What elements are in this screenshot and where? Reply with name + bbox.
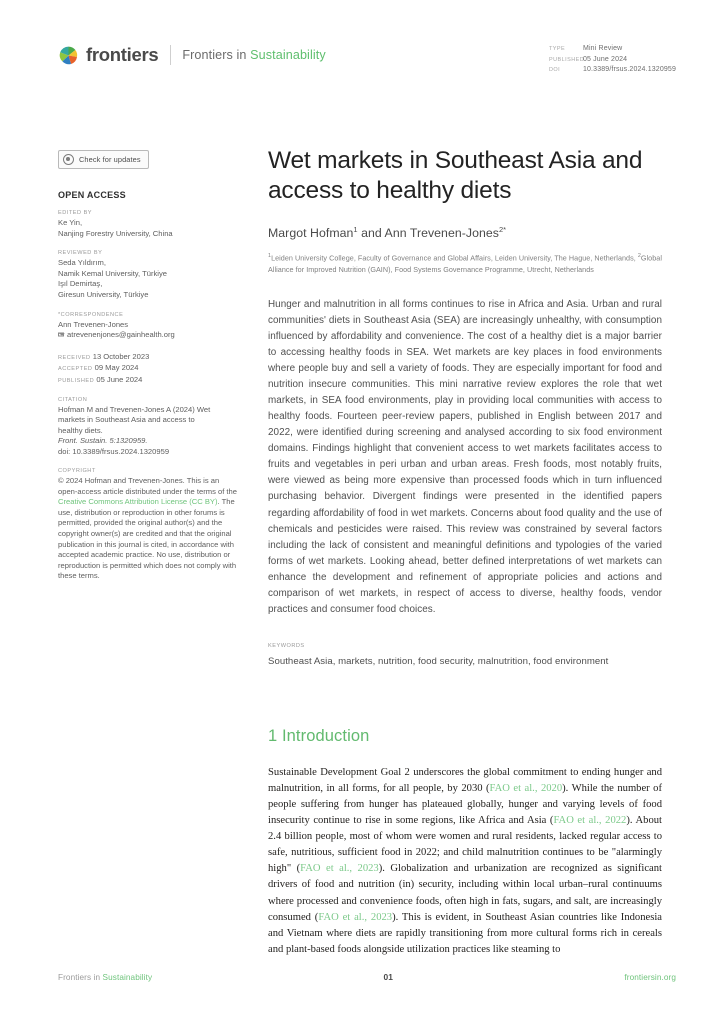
- citation-label: CITATION: [58, 396, 88, 403]
- citation-doi[interactable]: doi: 10.3389/frsus.2024.1320959: [58, 446, 170, 456]
- editor-affiliation: Nanjing Forestry University, China: [58, 228, 173, 238]
- masthead-divider: [170, 45, 171, 65]
- footer-journal-accent: Sustainability: [102, 972, 153, 982]
- footer-site-link[interactable]: frontiersin.org: [624, 972, 676, 982]
- citation-link-2[interactable]: FAO et al., 2022: [553, 815, 627, 827]
- footer-journal-prefix: Frontiers in: [58, 972, 103, 982]
- header-metadata: [549, 44, 676, 76]
- keywords-label: KEYWORDS: [268, 642, 305, 649]
- reviewer-1-affiliation: Namik Kemal University, Türkiye: [58, 268, 168, 278]
- meta-value-type: Mini Review: [582, 45, 623, 52]
- article-main: [268, 146, 662, 958]
- editor-name: Ke Yin,: [58, 218, 83, 227]
- journal-name-prefix: Frontiers in: [182, 48, 251, 62]
- reviewer-2-name: Işıl Demirtaş,: [58, 279, 103, 289]
- introduction-text-run: ). While the number of people suffering from hunger has plateaued globally, hunger and varying levels of food insecurity continue to rise in some regions, like Africa and Asia (: [268, 782, 663, 827]
- meta-value-published: 05 June 2024: [582, 55, 628, 63]
- abstract-text: Hunger and malnutrition in all forms continues to rise in Africa and Asia. Urban and rural communities' diets in Southeast Asia (SEA) are increasingly unhealthy, with consumption influenced by affordability and convenience. The cost of a healthy diet is a major barrier to accessing healthy foods in SEA. Wet markets are key places in food environments where people buy and sell a variety of foods. They are especially important for food and nutrition insecure communities. This mini narrative review explores the role that wet markets, in SEA food environments, play in providing local communities with access to healthy foods. Fourteen peer-review papers, published in English between 2017 and 2022, were identified during screening and analysed according to six food environment domains. Findings highlight that convenient access to wet markets facilitates access to fruits and vegetables in peri urban and urban areas. Fresh foods, most notably fruits, were viewed as being more expensive than processed foods which in turn influenced purchasing behavior. Divergent findings were presented in the identified papers regarding affordability of food in wet markets. Concerns about food quality and the use of chemicals and pesticides were raised. This review was constrained by several factors including the lack of consistent and meaningful definitions and typologies of the varied forms of wet markets. Looking ahead, better defined interpretations of wet markets can enhance the development and refinement of appropriate policies and actions and comparison of wet markets, in respect of access to diverse, healthy foods, vendor practices and consumer food choices.: [268, 298, 662, 615]
- date-published: [58, 375, 238, 386]
- journal-name-accent: Sustainability: [250, 48, 326, 62]
- introduction-text-run: ). About 2.4 billion people, most of whom were women and rural residents, lacked regular access to safe, nutritious, sufficient food in 2022; and child malnutrition continues to be "alarmingly high" (: [268, 815, 662, 875]
- correspondence-block: [58, 312, 238, 341]
- frontiers-pinwheel-logo: [58, 45, 79, 66]
- copyright-text: [58, 476, 238, 582]
- open-access-heading: OPEN ACCESS: [58, 190, 126, 200]
- meta-label-type: TYPE: [548, 46, 566, 52]
- copyright-text-part1: © 2024 Hofman and Trevenen-Jones. This is an open-access article distributed under the terms of the: [58, 476, 237, 496]
- page-footer: [58, 972, 676, 982]
- date-received-value: 13 October 2023: [92, 351, 150, 361]
- footer-page-number: 01: [383, 972, 394, 982]
- correspondence-email[interactable]: atrevenenjones@gainhealth.org: [67, 330, 175, 340]
- citation-journal: Front. Sustain. 5:1320959.: [58, 436, 148, 446]
- journal-name: [182, 48, 325, 62]
- affiliations: [268, 251, 662, 275]
- masthead: [58, 40, 326, 70]
- reviewed-by-label: REVIEWED BY: [58, 250, 103, 257]
- creative-commons-link[interactable]: Creative Commons Attribution License (CC BY): [58, 497, 218, 507]
- reviewer-1-name: Seda Yıldırım,: [58, 258, 106, 268]
- edited-by-block: [58, 210, 238, 239]
- date-accepted-label: ACCEPTED: [58, 366, 93, 373]
- keywords-text: Southeast Asia, markets, nutrition, food security, malnutrition, food environment: [268, 655, 609, 667]
- page-title: Wet markets in Southeast Asia and access to healthy diets: [268, 147, 643, 204]
- citation-line-1: Hofman M and Trevenen-Jones A (2024) Wet: [58, 404, 211, 414]
- correspondence-name: Ann Trevenen-Jones: [58, 319, 129, 329]
- citation-link-1[interactable]: FAO et al., 2020: [489, 782, 563, 794]
- citation-block: [58, 397, 238, 457]
- introduction-text-run: ). Globalization and urbanization are recognized as significant drivers of food and nutrition (in) security, including within local urban–rural continuums where processed and convenience foods, often high in fats, sugars, and salt, are increasingly consumed (: [268, 863, 662, 923]
- reviewed-by-block: [58, 250, 238, 300]
- copyright-block: [58, 468, 238, 582]
- date-published-label: PUBLISHED: [58, 377, 95, 384]
- edited-by-label: EDITED BY: [58, 210, 93, 216]
- citation-link-3[interactable]: FAO et al., 2023: [300, 863, 379, 875]
- affiliation-marker-2: 2: [637, 253, 641, 260]
- date-received: [58, 352, 238, 363]
- correspondence-label: *CORRESPONDENCE: [58, 311, 124, 318]
- citation-line-3: healthy diets.: [58, 425, 103, 435]
- reviewer-2-affiliation: Giresun University, Türkiye: [58, 289, 149, 299]
- introduction-text-run: ). This is evident, in Southeast Asian countries like Indonesia and Vietnam where diets are rapidly transitioning from more cultural forms rich in cereals and plant-based foods alongside utilization practices like steaming to: [268, 911, 662, 955]
- correspondence-email-row[interactable]: [58, 330, 238, 341]
- copyright-text-part2: . The use, distribution or reproduction in other forums is permitted, provided the original author(s) and the copyright owner(s) are credited and that the original publication in this journal is cited, in accordance with accepted academic practice. No use, distribution or reproduction is permitted which does not comply with these terms.: [58, 497, 237, 581]
- author-1-affiliation-marker: 1: [353, 225, 358, 234]
- dates-block: [58, 352, 238, 386]
- affiliation-marker-1: 1: [268, 253, 272, 260]
- crossmark-icon: [63, 154, 74, 165]
- author-conjunction: and Ann Trevenen-Jones: [357, 226, 499, 241]
- date-published-value: 05 June 2024: [96, 374, 143, 384]
- meta-label-doi: DOI: [548, 67, 561, 73]
- frontiers-wordmark: frontiers: [86, 44, 159, 65]
- date-received-label: RECEIVED: [58, 354, 91, 361]
- date-accepted: [58, 363, 238, 374]
- citation-line-2: markets in Southeast Asia and access to: [58, 415, 195, 425]
- check-for-updates-button[interactable]: [58, 150, 149, 169]
- meta-row-type: [549, 44, 676, 55]
- sidebar: [58, 150, 238, 593]
- affiliation-2: Global Alliance for Improved Nutrition (GAIN), Food Systems Governance Programme, Utrecht, Netherlands: [268, 253, 662, 274]
- author-list: [268, 225, 662, 240]
- envelope-icon: [58, 332, 64, 336]
- date-accepted-value: 09 May 2024: [94, 363, 139, 373]
- meta-row-doi[interactable]: [549, 65, 676, 76]
- footer-journal: [58, 973, 152, 982]
- introduction-text-run: Sustainable Development Goal 2 underscores the global commitment to ending hunger and malnutrition, in all forms, for all people, by 2030 (: [268, 766, 662, 794]
- meta-label-published: PUBLISHED: [548, 56, 585, 63]
- author-1-name[interactable]: Margot Hofman: [268, 226, 354, 241]
- check-for-updates-label: Check for updates: [79, 155, 141, 164]
- author-2-affiliation-marker: 2*: [498, 225, 507, 234]
- introduction-paragraph: [268, 765, 662, 958]
- meta-row-published: [549, 55, 676, 66]
- copyright-label: COPYRIGHT: [58, 468, 96, 474]
- section-heading-introduction: 1 Introduction: [268, 726, 370, 745]
- citation-link-4[interactable]: FAO et al., 2023: [318, 911, 393, 923]
- meta-value-doi[interactable]: 10.3389/frsus.2024.1320959: [582, 66, 676, 73]
- affiliation-1: Leiden University College, Faculty of Governance and Global Affairs, Leiden University, The Hague, Netherlands,: [271, 253, 638, 263]
